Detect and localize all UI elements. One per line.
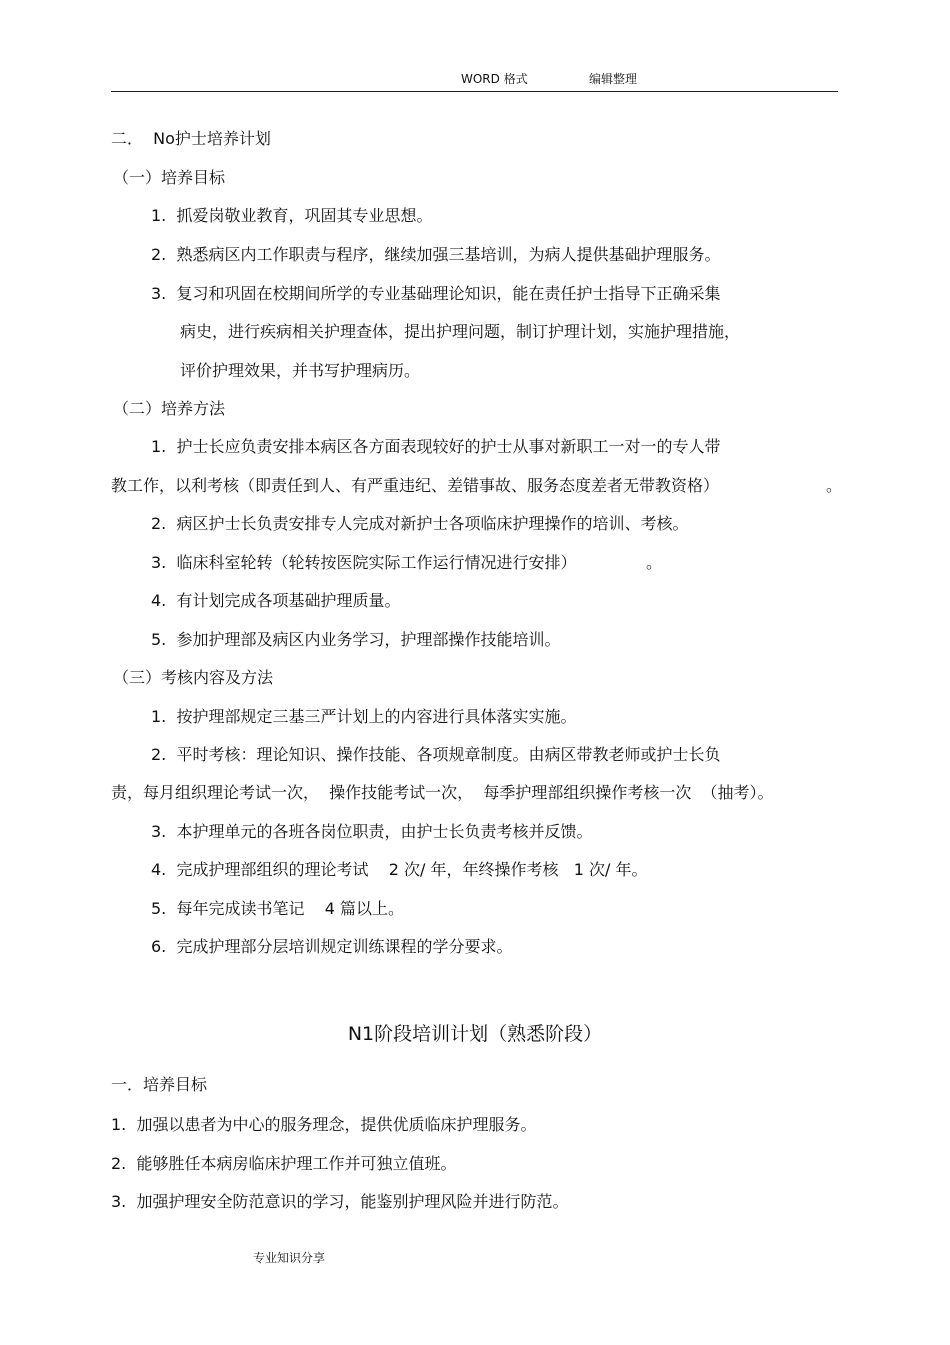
list-item: 1. 护士长应负责安排本病区各方面表现较好的护士从事对新职工一对一的专人带	[151, 437, 721, 456]
list-item: 1. 抓爱岗敬业教育，巩固其专业思想。	[151, 206, 433, 225]
list-item-continuation: 评价护理效果，并书写护理病历。	[180, 361, 421, 380]
list-item: 2. 熟悉病区内工作职责与程序，继续加强三基培训，为病人提供基础护理服务。	[151, 245, 721, 264]
list-item-period: 。	[646, 553, 663, 572]
list-item: 2. 病区护士长负责安排专人完成对新护士各项临床护理操作的培训、考核。	[151, 514, 689, 533]
section-heading: 二． No护士培养计划	[111, 129, 271, 148]
list-item: 3. 本护理单元的各班各岗位职责，由护士长负责考核并反馈。	[151, 822, 593, 841]
n1-title: N1阶段培训计划（熟悉阶段）	[347, 1023, 603, 1045]
page-header	[0, 70, 950, 90]
header-edit-label: 编辑整理	[589, 72, 638, 86]
list-item-continuation: 病史，进行疾病相关护理查体，提出护理问题，制订护理计划，实施护理措施，	[180, 322, 741, 341]
list-item: 1. 加强以患者为中心的服务理念，提供优质临床护理服务。	[111, 1115, 537, 1134]
list-item: 3. 临床科室轮转（轮转按医院实际工作运行情况进行安排）	[151, 553, 577, 572]
list-item-continuation: 教工作，以利考核（即责任到人、有严重违纪、差错事故、服务态度差者无带教资格）	[111, 476, 720, 495]
page-footer: 专业知识分享	[253, 1251, 326, 1265]
subsection-heading-assessment: （三）考核内容及方法	[113, 668, 274, 687]
subsection-heading-method: （二）培养方法	[113, 399, 226, 418]
list-item: 1. 按护理部规定三基三严计划上的内容进行具体落实实施。	[151, 707, 577, 726]
list-item: 6. 完成护理部分层培训规定训练课程的学分要求。	[151, 937, 513, 956]
list-item: 5. 参加护理部及病区内业务学习，护理部操作技能培训。	[151, 630, 561, 649]
list-item: 2. 平时考核：理论知识、操作技能、各项规章制度。由病区带教老师或护士长负	[151, 745, 721, 764]
header-divider	[111, 91, 838, 92]
list-item: 4. 有计划完成各项基础护理质量。	[151, 591, 401, 610]
list-item: 2. 能够胜任本病房临床护理工作并可独立值班。	[111, 1154, 457, 1173]
list-item: 5. 每年完成读书笔记 4 篇以上。	[151, 899, 405, 918]
n1-goal-heading: 一．培养目标	[111, 1075, 208, 1094]
list-item: 3. 加强护理安全防范意识的学习，能鉴别护理风险并进行防范。	[111, 1192, 569, 1211]
subsection-heading-goal: （一）培养目标	[113, 168, 226, 187]
list-item-period: 。	[826, 476, 843, 495]
list-item: 4. 完成护理部组织的理论考试 2 次/ 年，年终操作考核 1 次/ 年。	[151, 860, 648, 879]
list-item: 3. 复习和巩固在校期间所学的专业基础理论知识，能在责任护士指导下正确采集	[151, 284, 721, 303]
list-item-continuation: 责，每月组织理论考试一次， 操作技能考试一次， 每季护理部组织操作考核一次 （抽考）。	[111, 783, 774, 802]
header-word-label: WORD 格式	[461, 72, 528, 86]
